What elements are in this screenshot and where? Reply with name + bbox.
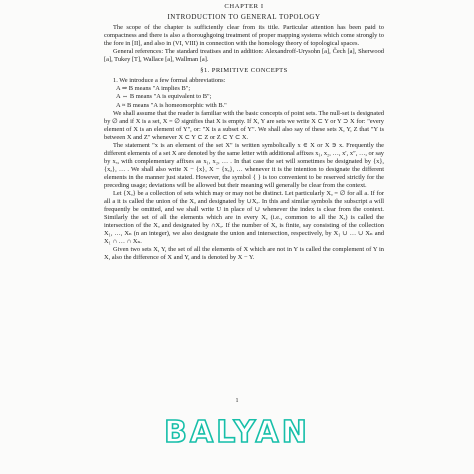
- chapter-heading: CHAPTER I: [224, 3, 264, 10]
- body-paragraph: Given two sets X, Y, the set of all the elements of X which are not in Y is called the complement of Y in X, also the difference of X and Y, and is denoted by X − Y.: [104, 246, 384, 262]
- definition-line: A ⇔ B means "A is equivalent to B";: [116, 93, 212, 101]
- chapter-title: INTRODUCTION TO GENERAL TOPOLOGY: [167, 13, 321, 22]
- definition-line: A ≈ B means "A is homeomorphic with B.": [116, 101, 227, 109]
- body-paragraph: The statement "x is an element of the set X" is written symbolically x ∈ X or X ∋ x. Frequently the different elements of a set X are denoted by the same letter with additional affixes x₁, x₂, …, x′, x″, …, or say by xₐ, with complementary affixes as x₁, x₂, … . In that case the set will sometimes be designated by {x}, {xₐ}, … . We shall also write X − {x}, X − {xₐ}, … whenever it is the intention to designate the different elements in the manner just stated. However, the symbol { } is too convenient to be reserved strictly for the preceding usage; deviations will be allowed but their meaning will generally be clear from the context.: [104, 141, 384, 189]
- page-content: [104, 3, 384, 262]
- page-number: 1: [235, 398, 239, 404]
- body-paragraph: We shall assume that the reader is familiar with the basic concepts of point sets. The null-set is designated by ∅ and if X is a set, X = ∅ signifies that X is empty. If X, Y are sets we write X ⊂ Y or Y ⊃ X for: "every element of X is an element of Y", or: "X is a subset of Y". We shall also say of these sets X, Y, Z that "Y is between X and Z" whenever X ⊂ Y ⊂ Z or Z ⊂ Y ⊂ X.: [104, 109, 384, 141]
- section-heading: §1. PRIMITIVE CONCEPTS: [200, 67, 288, 75]
- site-watermark: BALYAN: [164, 415, 310, 450]
- intro-paragraph: The scope of the chapter is sufficiently clear from its title. Particular attention has been paid to compactness and there is also a thoroughgoing treatment of proper mapping systems which come strongly to the fore in [II], and also in (VI, VIII) in connection with the homology theory of topological spaces.: [104, 24, 384, 48]
- section-lead-paragraph: 1. We introduce a few formal abbreviations:: [113, 77, 226, 85]
- body-paragraph: Let {Xₐ} be a collection of sets which may or may not be distinct. Let particularly Xₐ = ∅ for all a. If for all a it is called the union of the Xₐ and designated by ∪Xₐ. In this and similar symbols the subscript a will frequently be omitted, and we shall write U in place of ∪ whenever the index is clear from the context. Similarly the set of all the elements which are in every Xₐ (i.e., common to all the Xₐ) is called the intersection of the Xₐ and designated by ∩Xₐ. If the number of Xₐ is finite, say consisting of the collection X₁, …, Xₙ (n an integer), we also designate the union and intersection, respectively, by X₁ ∪ … ∪ Xₙ and X₁ ∩ … ∩ Xₙ.: [104, 190, 384, 246]
- general-references-paragraph: General references: The standard treatises and in addition: Alexandroff-Urysohn [a], Čech [a], Sherwood [a], Tukey [T], Wallace [a], Wallman [a].: [104, 48, 384, 64]
- definition-line: A ⇒ B means "A implies B";: [116, 85, 191, 93]
